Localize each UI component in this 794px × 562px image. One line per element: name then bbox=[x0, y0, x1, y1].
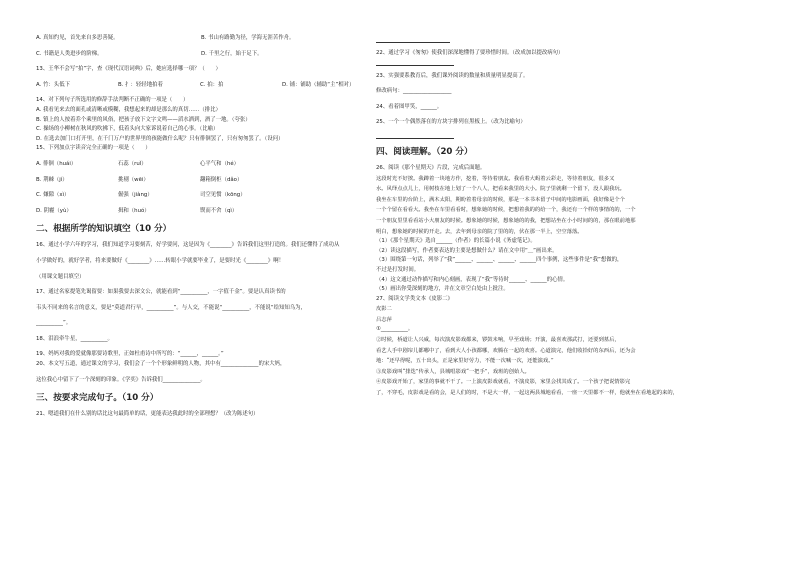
sub-question: （4）这文通过动作描写和内心刻画，表现了“我”等待时______、______的心情。 bbox=[376, 276, 569, 283]
option-b: B. 扌：轻轻地拍着 bbox=[118, 81, 163, 88]
question-14: 14、对下列句子所选用的修辞手法判断不正确的一项是（ ） bbox=[36, 97, 189, 104]
option-d: D. 在选去加门口打开里，在千门万户的世界里的孩能做什么呢？只有徘徊罢了，只有匆匆罢了。（设问） bbox=[36, 135, 284, 142]
passage-line: ②时候，桥道让人兴威，每次演皮影戏都来，锣鼓未响，早至戏场；开演，最喜欢那武打，还要到墓后， bbox=[376, 337, 620, 344]
option-row bbox=[36, 50, 366, 60]
passage-line: 看艺人手中剧帘儿都哪中了，看到大人小孩都哪，欢腾在一起的欢喜。心道演完，他们收拾好的东西后，还为会 bbox=[376, 347, 636, 354]
option-b: B. 书山有路勤为径，学海无涯苦作舟。 bbox=[201, 35, 295, 41]
option-d: D. 千里之行，始于足下。 bbox=[201, 50, 263, 57]
question-20: 20、本文写五道，通过课文的学习，我们会了一个个形象鲜明的人物，其中有______________的宋大妈， bbox=[36, 361, 286, 368]
option-row bbox=[36, 191, 366, 201]
passage-line: 一个个留在看看大。我坐在车里看看时，想象她的时候，把想着我的的给一个，我还有一个样的事情的的，一个 bbox=[376, 207, 636, 214]
option-word: 心平气和（hé） bbox=[200, 160, 240, 167]
option-c: C. 拍：拍 bbox=[200, 81, 224, 88]
option-b: B. 镇上的人按着乔个乘里的风俗，把孩子放下文字文鸣——滔水洒到，酒了一地。（夸张） bbox=[36, 116, 251, 123]
option-c: C. 书籍是人类进步的阶梯。 bbox=[36, 50, 103, 57]
question-20-cont: 这位我心中留下了一个深刻的印象。《学奕》告诉我们______________。 bbox=[36, 376, 206, 383]
question-13: 13、王华不会写“拍”字，查《现代汉语词典》后，她应选择哪一项？（ ） bbox=[36, 66, 221, 73]
sub-question: （5）画出你受深刻的地方，并在文章空白处由上批注。 bbox=[376, 286, 509, 293]
option-word: C. 嫌隙（xì） bbox=[36, 192, 70, 199]
question-25: 25、一个一个偶然落在的方块字排列在黑板上。（改为比喻句） bbox=[376, 119, 526, 126]
section-4-title: 四、阅读理解。（20 分） bbox=[376, 146, 473, 157]
answer-line bbox=[376, 42, 450, 43]
option-word: 揖和（huó） bbox=[118, 207, 150, 214]
answer-line bbox=[376, 138, 454, 139]
sub-question: （1）《那个星期天》选自______（作者）的长篇小说《务虚笔记》。 bbox=[376, 238, 536, 245]
section-3-title: 三、按要求完成句子。（10 分） bbox=[36, 393, 159, 404]
passage-title: 皮影二 bbox=[376, 306, 392, 313]
passage-line: 一个朋友里里看看站小大朋友的时候。想象她的时候，想象她的的我，把想站坐在小小时间的的，那在眼前地那 bbox=[376, 217, 636, 224]
question-19: 19、妈妈对我的爱就像那要诗歌里，正如杜甫诗中所写的：“______，______。” bbox=[36, 351, 224, 358]
question-24: 24、看着图甲笑，______。 bbox=[376, 103, 443, 110]
passage-line: ③皮影戏叫“排迭”传承人，县城唱影戏“一把手”，戏班的创始人。 bbox=[376, 368, 530, 375]
passage-line: ④皮影戏开始了，家里的事就不干了。一上演皮影戏就看，不演皮影，家里会找其成了。一个孩子把说情影完 bbox=[376, 379, 631, 386]
sub-question-cont: 不过是打发时间。 bbox=[376, 266, 420, 273]
question-17-cont: __________”。 bbox=[36, 320, 72, 327]
passage-line: 明白，想象她的时候的开走。去，去年到母亲的院了里的的，伏在那一半上，空空落落。 bbox=[376, 228, 583, 235]
passage-line: 我坐在车里的台阶上，满木太阳，期盼着着母亲的时候，那是一本书本留子中间的电影画面，我好像是个个 bbox=[376, 196, 625, 203]
passage-line: 水。风绎点点儿上，用树枝在地上划了一个八人，把看来我里的大小。院子里就剩一个留下，没人跟我玩。 bbox=[376, 186, 625, 193]
passage-line: 这段时光不好挨。我蹲着一块地方作，挖着，等待着朋友。我看着大蚂着云彩走，等待着朋友，很多又 bbox=[376, 175, 615, 182]
passage-line: 地：“还早得呢，五十出头，正是家里好劳力，不能一次喊一次，还能演戏。” bbox=[376, 358, 554, 365]
answer-line bbox=[376, 65, 454, 66]
option-word: 挑剔（wēi） bbox=[118, 176, 149, 183]
option-word: 司空见惯（kōng） bbox=[200, 192, 246, 199]
sub-question: （3）围绕第一句话，列举了“我”______、______、______、______四个事例，这些事件是“我”想做的， bbox=[376, 257, 623, 264]
option-word: 翻箱倒柜（dǎo） bbox=[200, 176, 243, 183]
option-a: A. 竹：头低下 bbox=[36, 81, 70, 88]
option-row bbox=[36, 34, 366, 44]
section-2-title: 二、根据所学的知识填空（10 分） bbox=[36, 224, 172, 235]
right-column bbox=[376, 34, 764, 399]
question-21: 21、嗯道我们在什么别的话比这句最简单的话，更能表达我此时的全部理想？（改为陈述句） bbox=[36, 411, 259, 418]
passage-line: 了，不穿毛，皮影戏是看的会，是人们的时，不是大一样，一起这两县城地看看，一座一天里都不一样，他就坐在看地起的来的， bbox=[376, 390, 678, 397]
question-16-cont: 小学做好的，就好学者，将来要做好《________》……转眼小学就要毕业了，是要时光《________》啊！ bbox=[36, 257, 284, 264]
question-17: 17、通过名家提笔先谒留要：如果我要去深文公，就能看到“__________，一字值千金”。要是认真读书的 bbox=[36, 289, 286, 296]
option-c: C. 操场的小柳树在秋风的吹拂下，低着头向大家诉说着自己的心事。（比喻） bbox=[36, 126, 219, 133]
question-23: 23、实强要系教育后，我们课外阅读的数量和质量明显提高了。 bbox=[376, 72, 529, 79]
option-word: B. 荆棘（jí） bbox=[36, 176, 68, 183]
option-word: 石蕊（ruǐ） bbox=[118, 160, 147, 167]
question-16: 16、通过小学六年的学习，我们知道学习要刻苦，好学要问，这是因为《________》告诉我们这里打造的。我们还懂得了成功从 bbox=[36, 242, 340, 249]
question-16-note: （用课文题目填空） bbox=[36, 273, 85, 280]
option-word: 锲而不舍（qì） bbox=[200, 207, 238, 214]
question-26: 26、阅读《那个星期天》片段，完成后面题。 bbox=[376, 164, 486, 171]
passage-author: 吕志萍 bbox=[376, 316, 392, 323]
option-row bbox=[36, 176, 366, 186]
option-word: D. 阴霾（yù） bbox=[36, 207, 72, 214]
sub-question: （2）读这段描写，作者要表达的主要是想做什么？请在文中用“＿”画出来。 bbox=[376, 247, 558, 254]
left-column bbox=[36, 34, 366, 420]
question-18: 18、泪浪牵牛星，__________。 bbox=[36, 335, 113, 342]
option-a: A. 真知灼见，首先来自多思善疑。 bbox=[36, 35, 119, 41]
question-17-cont: 韦头不同来的名言的意义，要是“莫道君行早，__________”。与人交，不能说“__________，不能说“给知知乌为， bbox=[36, 304, 306, 311]
question-23-fix: 修改病句：__________________ bbox=[376, 88, 452, 95]
option-word: A. 徘徊（huái） bbox=[36, 160, 77, 167]
option-row bbox=[36, 207, 366, 217]
option-row bbox=[36, 160, 366, 170]
question-27: 27、阅读文学类文本《皮影二》 bbox=[376, 295, 453, 302]
option-word: 倔强（jiàng） bbox=[118, 192, 153, 199]
question-22: 22、通过学习《匆匆》使我们深深地懂得了要珍惜时间。（改成加以提改病句） bbox=[376, 50, 564, 56]
passage-blank: ①__________。 bbox=[376, 326, 414, 333]
question-15: 15、下列加点字读音完全正确的一项是（ ） bbox=[36, 145, 151, 152]
option-a: A. 我看见来去的面孔或清晰或模糊，我想起来的却是那么的真切……（排比） bbox=[36, 106, 221, 113]
option-d: D. 铺：铺助（辅助“主”相对） bbox=[282, 81, 355, 88]
option-row bbox=[36, 81, 366, 91]
